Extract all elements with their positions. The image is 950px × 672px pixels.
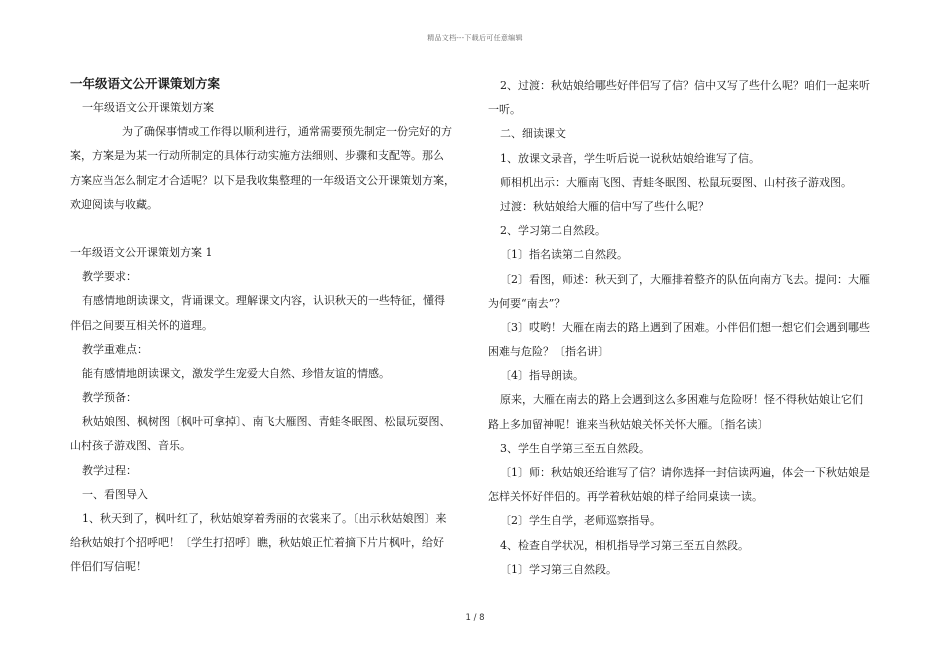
- left-paragraph-line: 案，方案是为某一行动所制定的具体行动实施方法细则、步骤和支配等。那么: [70, 149, 444, 163]
- right-paragraph-line: 原来，大雁在南去的路上会遇到这么多困难与危险呀！怪不得秋姑娘让它们: [500, 393, 863, 407]
- left-column: [70, 76, 462, 582]
- right-paragraph-line: 困难与危险？〔指名讲〕: [488, 345, 609, 359]
- right-paragraph-line: 二、细读课文: [500, 127, 566, 141]
- right-paragraph-line: 〔2〕看图，师述：秋天到了，大雁排着整齐的队伍向南方飞去。提问：大雁: [500, 272, 870, 286]
- right-paragraph-line: 4、检查自学状况，相机指导学习第三至五自然段。: [500, 538, 749, 552]
- left-paragraph-line: 教学重难点：: [82, 342, 148, 356]
- right-paragraph-line: 〔3〕哎哟！大雁在南去的路上遇到了困难。小伴侣们想一想它们会遇到哪些: [500, 320, 870, 334]
- left-paragraph-line: 为了确保事情或工作得以顺利进行，通常需要预先制定一份完好的方: [122, 125, 452, 139]
- right-paragraph-line: 为何要“南去”？: [488, 296, 566, 310]
- right-paragraph-line: 过渡：秋姑娘给大雁的信中写了些什么呢？: [500, 199, 709, 213]
- right-paragraph-line: 3、学生自学第三至五自然段。: [500, 441, 650, 455]
- left-paragraph-line: 伴侣们写信呢！: [70, 560, 147, 574]
- right-paragraph-line: 师相机出示：大雁南飞图、青蛙冬眠图、松鼠玩耍图、山村孩子游戏图。: [500, 175, 852, 189]
- left-paragraph-line: 伴侣之间要互相关怀的道理。: [70, 318, 213, 332]
- right-paragraph-line: 〔1〕学习第三自然段。: [500, 562, 617, 576]
- right-paragraph-line: 2、过渡：秋姑娘给哪些好伴侣写了信？信中又写了些什么呢？咱们一起来听: [500, 79, 870, 92]
- right-paragraph-line: 〔1〕指名读第二自然段。: [500, 248, 628, 262]
- right-paragraph-line: 〔4〕指导朗读。: [500, 369, 584, 383]
- left-paragraph-line: 一、看图导入: [82, 487, 148, 501]
- left-paragraph-line: 教学要求：: [82, 270, 137, 284]
- left-paragraph-line: [70, 219, 462, 243]
- left-paragraph-line: 1、秋天到了，枫叶红了，秋姑娘穿着秀丽的衣裳来了。〔出示秋姑娘图〕来: [82, 512, 447, 525]
- right-paragraph-line: 路上多加留神呢！谁来当秋姑娘关怀关怀大雁。〔指名读〕: [488, 417, 769, 431]
- left-paragraph-line: 欢迎阅读与收藏。: [70, 197, 158, 211]
- right-paragraph-line: 1、放课文录音，学生听后说一说秋姑娘给谁写了信。: [500, 151, 760, 165]
- page-number: 1 / 8: [465, 613, 485, 623]
- right-paragraph-line: 〔2〕学生自学，老师巡察指导。: [500, 514, 661, 528]
- right-column: [488, 76, 880, 584]
- left-paragraph-line: 教学过程：: [82, 463, 137, 477]
- right-paragraph-line: 怎样关怀好伴侣的。再学着秋姑娘的样子给同桌读一读。: [488, 490, 763, 504]
- left-paragraph-line: 一年级语文公开课策划方案: [82, 101, 214, 114]
- page-header: 精品文档---下载后可任意编辑: [427, 34, 523, 42]
- left-paragraph-line: 给秋姑娘打个招呼吧！〔学生打招呼〕瞧，秋姑娘正忙着摘下片片枫叶，给好: [70, 536, 444, 550]
- right-paragraph-line: 〔1〕师：秋姑娘还给谁写了信？请你选择一封信读两遍，体会一下秋姑娘是: [500, 466, 870, 479]
- left-paragraph-line: 秋姑娘图、枫树图〔枫叶可拿掉〕、南飞大雁图、青蛙冬眠图、松鼠玩耍图、: [82, 415, 451, 429]
- left-paragraph-line: 山村孩子游戏图、音乐。: [70, 439, 191, 453]
- left-paragraph-line: 有感情地朗读课文，背诵课文。理解课文内容，认识秋天的一些特征，懂得: [82, 294, 445, 308]
- right-paragraph-line: 一听。: [488, 103, 521, 117]
- left-paragraph-line: 一年级语文公开课策划方案 1: [70, 245, 213, 259]
- left-paragraph-line: 方案应当怎么制定才合适呢？以下是我收集整理的一年级语文公开课策划方案，: [70, 173, 455, 187]
- document-title: 一年级语文公开课策划方案: [70, 76, 221, 91]
- left-paragraph-line: 能有感情地朗读课文，激发学生宠爱大自然、珍惜友谊的情感。: [82, 366, 390, 380]
- left-paragraph-line: 教学预备：: [82, 391, 137, 405]
- right-paragraph-line: 2、学习第二自然段。: [500, 224, 606, 238]
